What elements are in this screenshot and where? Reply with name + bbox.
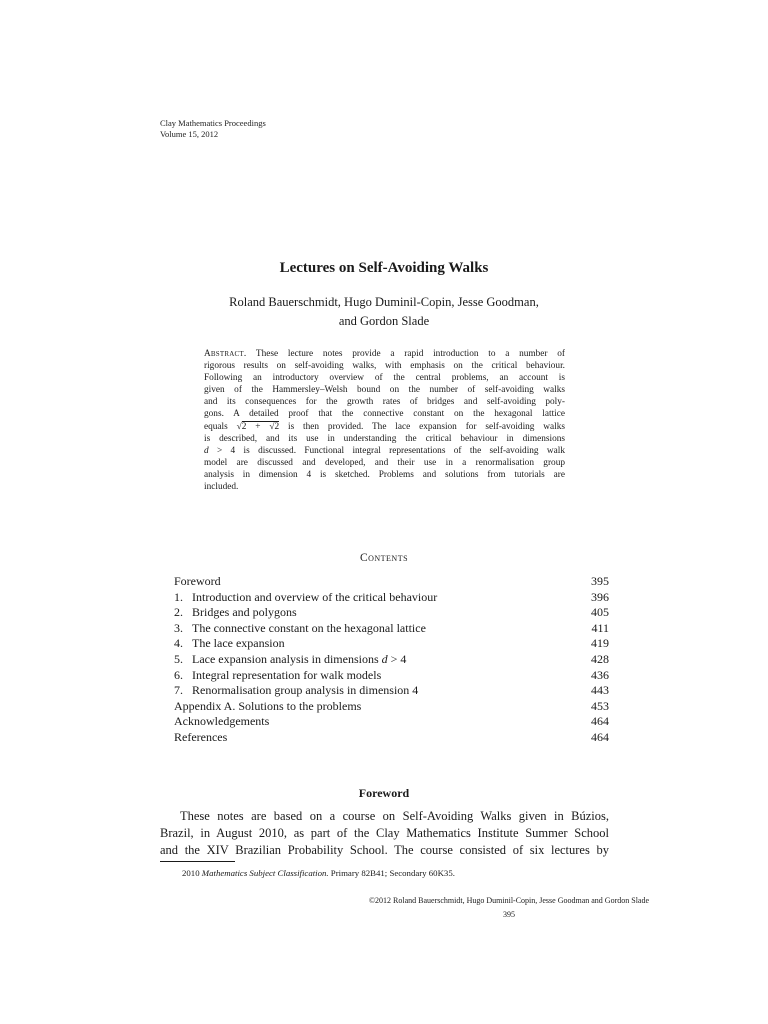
- journal-name: Clay Mathematics Proceedings: [160, 118, 266, 128]
- toc-entry-title: Integral representation for walk models: [192, 667, 382, 682]
- toc-entry-page: 436: [591, 667, 609, 682]
- toc-entry-number: 7.: [174, 683, 183, 698]
- page-number: 395: [503, 910, 515, 919]
- abstract-line: analysis in dimension 4 is sketched. Problems and solutions from tutorials are: [204, 469, 565, 480]
- abstract-text: is then provided. The lace expansion for self-avoiding walks: [279, 421, 566, 432]
- abstract-label: Abstract.: [204, 349, 247, 359]
- footnote-msc-value: Primary 82B41; Secondary 60K35.: [328, 868, 455, 878]
- toc-entry[interactable]: [174, 683, 609, 699]
- author-line-1: Roland Bauerschmidt, Hugo Duminil-Copin, Jesse Goodman,: [229, 295, 539, 309]
- toc-entry-title: Foreword: [174, 574, 221, 588]
- abstract-line: given of the Hammersley–Welsh bound on the number of self-avoiding walks: [204, 385, 565, 396]
- copyright-notice: [0, 896, 768, 905]
- toc-entry-label: [174, 590, 437, 606]
- toc-entry[interactable]: [174, 605, 609, 621]
- math-var: d: [204, 445, 209, 456]
- contents-heading: Contents: [359, 552, 409, 564]
- toc-entry-title: Appendix A. Solutions to the problems: [174, 698, 362, 713]
- toc-entry-page: 396: [591, 589, 609, 604]
- toc-entry-title-tail: > 4: [387, 651, 407, 666]
- toc-entry-label: [174, 699, 361, 715]
- toc-entry-label: [174, 683, 418, 699]
- body-line: and the XIV Brazilian Probability School. The course consisted of six lectures by: [160, 843, 609, 857]
- math-var: d: [381, 651, 388, 666]
- toc-entry-label: [174, 668, 381, 684]
- toc-entry-page: 453: [591, 698, 609, 713]
- toc-entry-number: 6.: [174, 667, 183, 682]
- abstract-d-line: [204, 445, 565, 457]
- toc-entry-page: 419: [591, 636, 609, 651]
- toc-entry[interactable]: [174, 574, 609, 590]
- abstract: [204, 348, 565, 493]
- toc-entry-page: 411: [591, 620, 609, 635]
- toc-entry[interactable]: [174, 668, 609, 684]
- toc-entry-title: Acknowledgements: [174, 714, 270, 729]
- toc-entry-title: References: [174, 729, 228, 744]
- sqrt-inner: 2: [274, 421, 280, 432]
- toc-entry[interactable]: [174, 714, 609, 730]
- toc-entry-page: 395: [591, 574, 609, 588]
- toc-entry-label: [174, 652, 406, 668]
- journal-volume: Volume 15, 2012: [160, 128, 219, 139]
- footnote-year: 2010: [182, 868, 202, 878]
- footnote: [182, 868, 455, 878]
- toc-entry-title: Lace expansion analysis in dimensions: [192, 651, 382, 666]
- toc-entry-page: 464: [591, 714, 609, 729]
- toc-entry[interactable]: [174, 590, 609, 606]
- toc-entry-title: The connective constant on the hexagonal lattice: [192, 620, 426, 635]
- toc-entry-page: 428: [591, 651, 609, 666]
- toc-entry-page: 464: [591, 729, 609, 744]
- body-line: Brazil, in August 2010, as part of the Clay Mathematics Institute Summer School: [160, 826, 609, 840]
- toc-entry-label: [174, 605, 297, 621]
- toc-entry-title: Bridges and polygons: [192, 605, 297, 620]
- copyright-symbol: ©: [368, 896, 376, 905]
- footnote-rule: [160, 861, 235, 862]
- toc-entry-title: Introduction and overview of the critical behaviour: [192, 589, 438, 604]
- toc-entry-number: 4.: [174, 636, 183, 651]
- toc-entry[interactable]: [174, 699, 609, 715]
- table-of-contents: [174, 574, 609, 746]
- copyright-text: 2012 Roland Bauerschmidt, Hugo Duminil-Copin, Jesse Goodman and Gordon Slade: [375, 896, 650, 905]
- toc-entry-number: 5.: [174, 651, 183, 666]
- toc-entry-label: [174, 621, 426, 637]
- toc-entry-number: 2.: [174, 605, 183, 620]
- abstract-line: These lecture notes provide a rapid introduction to a number of: [246, 349, 565, 359]
- toc-entry-title: Renormalisation group analysis in dimension 4: [192, 683, 419, 698]
- toc-entry-label: [174, 730, 227, 746]
- foreword-heading: Foreword: [358, 786, 410, 800]
- toc-entry-label: [174, 714, 269, 730]
- abstract-line: model are discussed and developed, and their use in a renormalisation group: [204, 457, 565, 468]
- toc-entry-title: The lace expansion: [192, 636, 285, 651]
- abstract-line: Following an introductory overview of the central problems, an account is: [204, 373, 565, 384]
- abstract-line: included.: [204, 482, 239, 493]
- toc-entry-label: [174, 574, 221, 590]
- journal-header: [160, 118, 266, 139]
- abstract-sqrt-line: [204, 421, 565, 433]
- toc-entry-page: 443: [591, 683, 609, 698]
- sqrt-outer: 2 +: [241, 421, 270, 432]
- abstract-text: equals: [204, 421, 237, 432]
- toc-entry-page: 405: [591, 605, 609, 620]
- footnote-msc-label: Mathematics Subject Classification.: [201, 868, 329, 878]
- toc-entry[interactable]: [174, 730, 609, 746]
- toc-entry[interactable]: [174, 621, 609, 637]
- sqrt-expression: √2 + √2: [236, 421, 280, 432]
- author-list: [180, 293, 588, 331]
- toc-entry-number: 3.: [174, 620, 183, 635]
- toc-entry[interactable]: [174, 636, 609, 652]
- foreword-body: [160, 808, 609, 859]
- toc-entry[interactable]: [174, 652, 609, 668]
- abstract-line: gons. A detailed proof that the connective constant on the hexagonal lattice: [204, 409, 565, 420]
- author-line-2: and Gordon Slade: [338, 314, 430, 328]
- abstract-line: is described, and its use in understanding the critical behaviour in dimensions: [204, 433, 565, 444]
- paper-title: Lectures on Self-Avoiding Walks: [279, 260, 489, 276]
- abstract-line: rigorous results on self-avoiding walks, with emphasis on the critical behaviour.: [204, 361, 565, 372]
- abstract-line: and its consequences for the growth rates of bridges and self-avoiding poly-: [204, 397, 565, 408]
- body-line: These notes are based on a course on Self-Avoiding Walks given in Búzios,: [180, 809, 609, 823]
- toc-entry-label: [174, 636, 285, 652]
- toc-entry-number: 1.: [174, 589, 183, 604]
- abstract-text: > 4 is discussed. Functional integral representations of the self-avoiding walk: [208, 445, 565, 456]
